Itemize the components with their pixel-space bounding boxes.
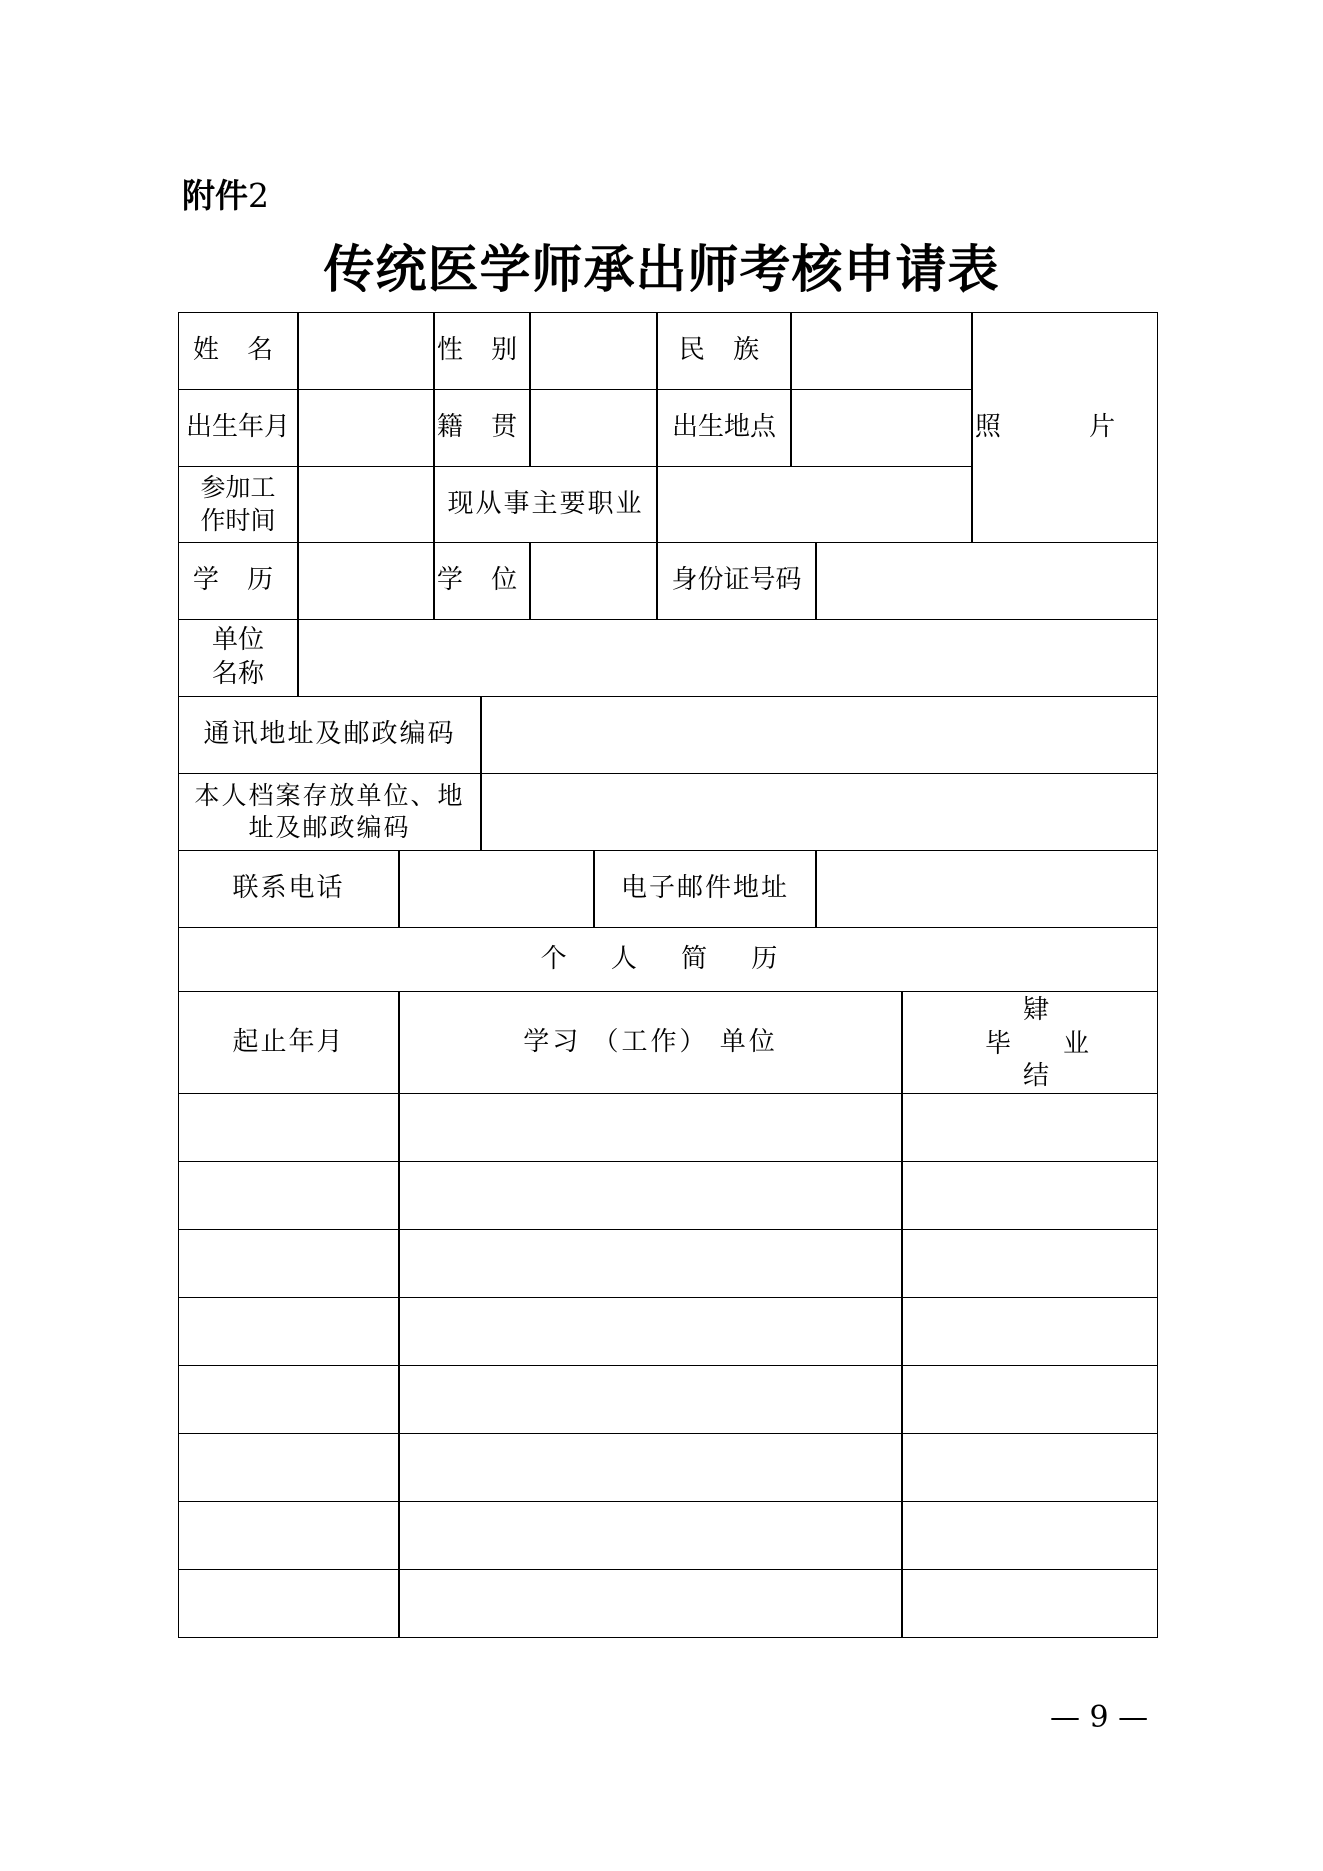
resume-section-title: 个 人 简 历 xyxy=(178,927,1158,992)
field-email[interactable] xyxy=(816,850,1158,928)
label-id-number: 身份证号码 xyxy=(657,542,816,620)
resume-unit-cell[interactable] xyxy=(399,1433,902,1502)
label-archive-address: 本人档案存放单位、地 址及邮政编码 xyxy=(178,773,481,851)
resume-unit-cell[interactable] xyxy=(399,1365,902,1434)
label-degree: 学 位 xyxy=(434,542,530,620)
status-right-char: 业 xyxy=(1063,1029,1090,1059)
page-title: 传统医学师承出师考核申请表 xyxy=(323,240,1000,300)
resume-period-cell[interactable] xyxy=(178,1297,399,1366)
resume-status-cell[interactable] xyxy=(902,1297,1158,1366)
field-birth-place[interactable] xyxy=(791,389,972,467)
field-archive-address[interactable] xyxy=(481,773,1158,851)
resume-header-status xyxy=(902,991,1158,1094)
label-phone: 联系电话 xyxy=(178,850,399,928)
resume-status-cell[interactable] xyxy=(902,1501,1158,1570)
photo-box[interactable]: 照 片 xyxy=(972,312,1158,543)
resume-period-cell[interactable] xyxy=(178,1093,399,1162)
field-ethnicity[interactable] xyxy=(791,312,972,390)
resume-status-cell[interactable] xyxy=(902,1093,1158,1162)
application-form xyxy=(178,312,1158,1638)
field-degree[interactable] xyxy=(530,542,657,620)
page-number: — 9 — xyxy=(1050,1700,1149,1735)
resume-status-cell[interactable] xyxy=(902,1433,1158,1502)
label-birth-date: 出生年月 xyxy=(178,389,298,467)
resume-status-cell[interactable] xyxy=(902,1229,1158,1298)
label-employer: 单位 名称 xyxy=(178,619,298,697)
resume-unit-cell[interactable] xyxy=(399,1501,902,1570)
resume-unit-cell[interactable] xyxy=(399,1093,902,1162)
label-birth-place: 出生地点 xyxy=(657,389,791,467)
label-mail-address: 通讯地址及邮政编码 xyxy=(178,696,481,774)
field-work-start[interactable] xyxy=(298,466,434,543)
label-name: 姓 名 xyxy=(178,312,298,390)
field-native-place[interactable] xyxy=(530,389,657,467)
resume-period-cell[interactable] xyxy=(178,1365,399,1434)
resume-unit-cell[interactable] xyxy=(399,1161,902,1230)
label-occupation: 现从事主要职业 xyxy=(434,466,657,543)
resume-status-cell[interactable] xyxy=(902,1569,1158,1638)
field-birth-date[interactable] xyxy=(298,389,434,467)
status-top-char: 肄 xyxy=(1023,995,1050,1025)
label-native-place: 籍 贯 xyxy=(434,389,530,467)
resume-unit-cell[interactable] xyxy=(399,1569,902,1638)
field-id-number[interactable] xyxy=(816,542,1158,620)
field-phone[interactable] xyxy=(399,850,594,928)
status-bottom-char: 结 xyxy=(1023,1061,1050,1091)
attachment-label: 附件2 xyxy=(182,176,269,215)
field-education[interactable] xyxy=(298,542,434,620)
field-occupation[interactable] xyxy=(657,466,972,543)
resume-status-cell[interactable] xyxy=(902,1365,1158,1434)
status-left-char: 毕 xyxy=(985,1029,1012,1059)
resume-status-cell[interactable] xyxy=(902,1161,1158,1230)
label-ethnicity: 民 族 xyxy=(657,312,791,390)
resume-unit-cell[interactable] xyxy=(399,1297,902,1366)
resume-period-cell[interactable] xyxy=(178,1433,399,1502)
resume-period-cell[interactable] xyxy=(178,1501,399,1570)
field-employer[interactable] xyxy=(298,619,1158,697)
resume-period-cell[interactable] xyxy=(178,1161,399,1230)
resume-unit-cell[interactable] xyxy=(399,1229,902,1298)
resume-header-period: 起止年月 xyxy=(178,991,399,1094)
resume-header-unit: 学习 （工作） 单位 xyxy=(399,991,902,1094)
field-name[interactable] xyxy=(298,312,434,390)
label-gender: 性 别 xyxy=(434,312,530,390)
field-mail-address[interactable] xyxy=(481,696,1158,774)
label-work-start: 参加工 作时间 xyxy=(178,466,298,543)
resume-period-cell[interactable] xyxy=(178,1569,399,1638)
label-email: 电子邮件地址 xyxy=(594,850,816,928)
field-gender[interactable] xyxy=(530,312,657,390)
resume-period-cell[interactable] xyxy=(178,1229,399,1298)
label-education: 学 历 xyxy=(178,542,298,620)
